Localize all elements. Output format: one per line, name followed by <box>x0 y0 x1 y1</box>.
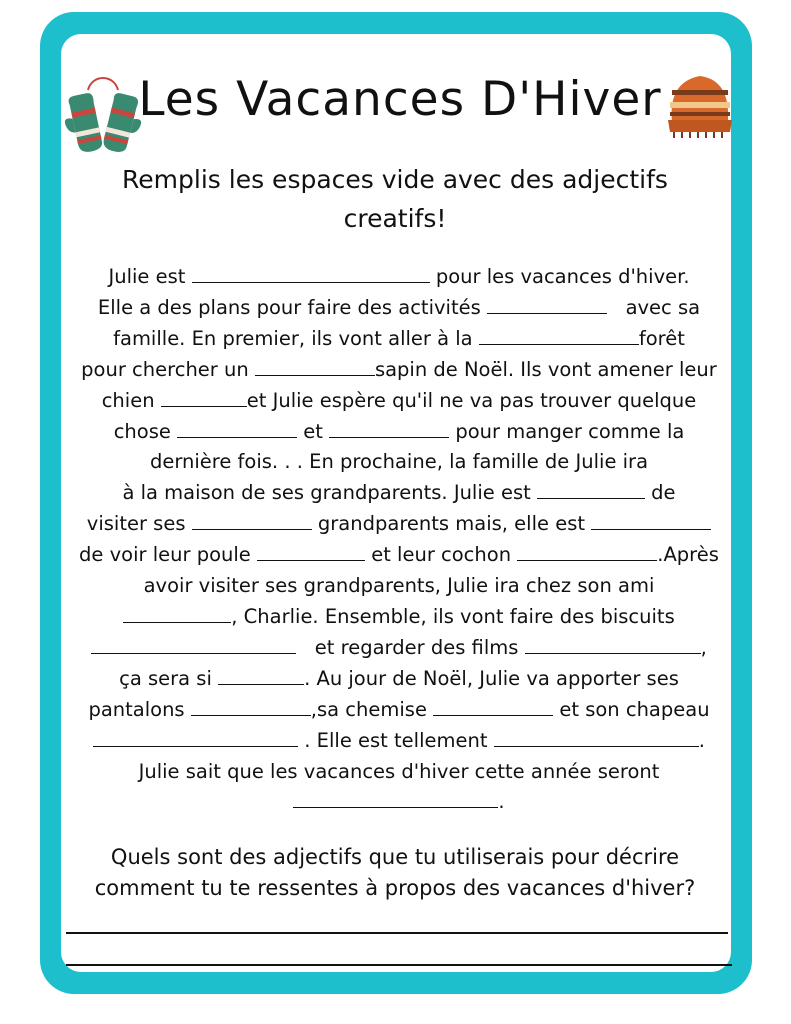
knit-hat-icon <box>666 70 734 140</box>
story-line: pantalons ,sa chemise et son chapeau <box>88 697 710 721</box>
story-line: de voir leur poule et leur cochon .Après <box>79 543 719 567</box>
story-line: Elle a des plans pour faire des activités avec sa <box>97 295 701 319</box>
story-line: chien et Julie espère qu'il ne va pas trouver quelque <box>101 388 697 412</box>
blank-field[interactable] <box>255 356 375 376</box>
blank-field[interactable] <box>93 727 298 747</box>
blank-field[interactable] <box>218 665 304 685</box>
blank-field[interactable] <box>192 263 430 283</box>
story-line: avoir visiter ses grandparents, Julie ira chez son ami <box>143 574 655 598</box>
story-line: chose et pour manger comme la <box>113 419 685 443</box>
story-line: famille. En premier, ils vont aller à la forêt <box>113 326 685 350</box>
blank-field[interactable] <box>479 325 639 345</box>
story-line: pour chercher un sapin de Noël. Ils vont amener leur <box>81 357 717 381</box>
story-line: ça sera si . Au jour de Noël, Julie va apporter ses <box>119 666 679 690</box>
blank-field[interactable] <box>91 634 296 654</box>
page-title: Les Vacances D'Hiver <box>138 72 662 127</box>
question-line: comment tu te ressentes à propos des vacances d'hiver? <box>94 876 696 900</box>
story-line: Julie sait que les vacances d'hiver cette année seront <box>138 759 660 783</box>
story-line: dernière fois. . . En prochaine, la famille de Julie ira <box>149 450 649 474</box>
blank-field[interactable] <box>192 510 312 530</box>
story-paragraph <box>66 262 732 818</box>
blank-field[interactable] <box>591 510 711 530</box>
question-line: Quels sont des adjectifs que tu utiliserais pour décrire <box>110 845 680 869</box>
blank-field[interactable] <box>525 634 701 654</box>
blank-field[interactable] <box>191 696 311 716</box>
blank-field[interactable] <box>494 727 699 747</box>
story-line: à la maison de ses grandparents. Julie est de <box>122 481 676 505</box>
instructions-subtitle: Remplis les espaces vide avec des adjectifs creatifs! <box>122 165 668 233</box>
story-line: visiter ses grandparents mais, elle est <box>66 509 732 540</box>
story-line: , Charlie. Ensemble, ils vont faire des biscuits <box>66 602 732 633</box>
blank-field[interactable] <box>123 603 231 623</box>
story-line: . Elle est tellement . <box>66 726 732 757</box>
blank-field[interactable] <box>537 479 645 499</box>
blank-field[interactable] <box>161 387 247 407</box>
blank-field[interactable] <box>293 788 498 808</box>
blank-field[interactable] <box>257 541 365 561</box>
blank-field[interactable] <box>177 418 297 438</box>
answer-line[interactable] <box>66 932 728 934</box>
story-line: Julie est pour les vacances d'hiver. <box>108 265 690 288</box>
story-line: et regarder des films , <box>66 633 732 664</box>
story-line: . <box>66 787 732 818</box>
reflection-question <box>80 842 710 904</box>
answer-line[interactable] <box>66 964 732 966</box>
blank-field[interactable] <box>517 541 657 561</box>
blank-field[interactable] <box>433 696 553 716</box>
blank-field[interactable] <box>329 418 449 438</box>
blank-field[interactable] <box>487 294 607 314</box>
